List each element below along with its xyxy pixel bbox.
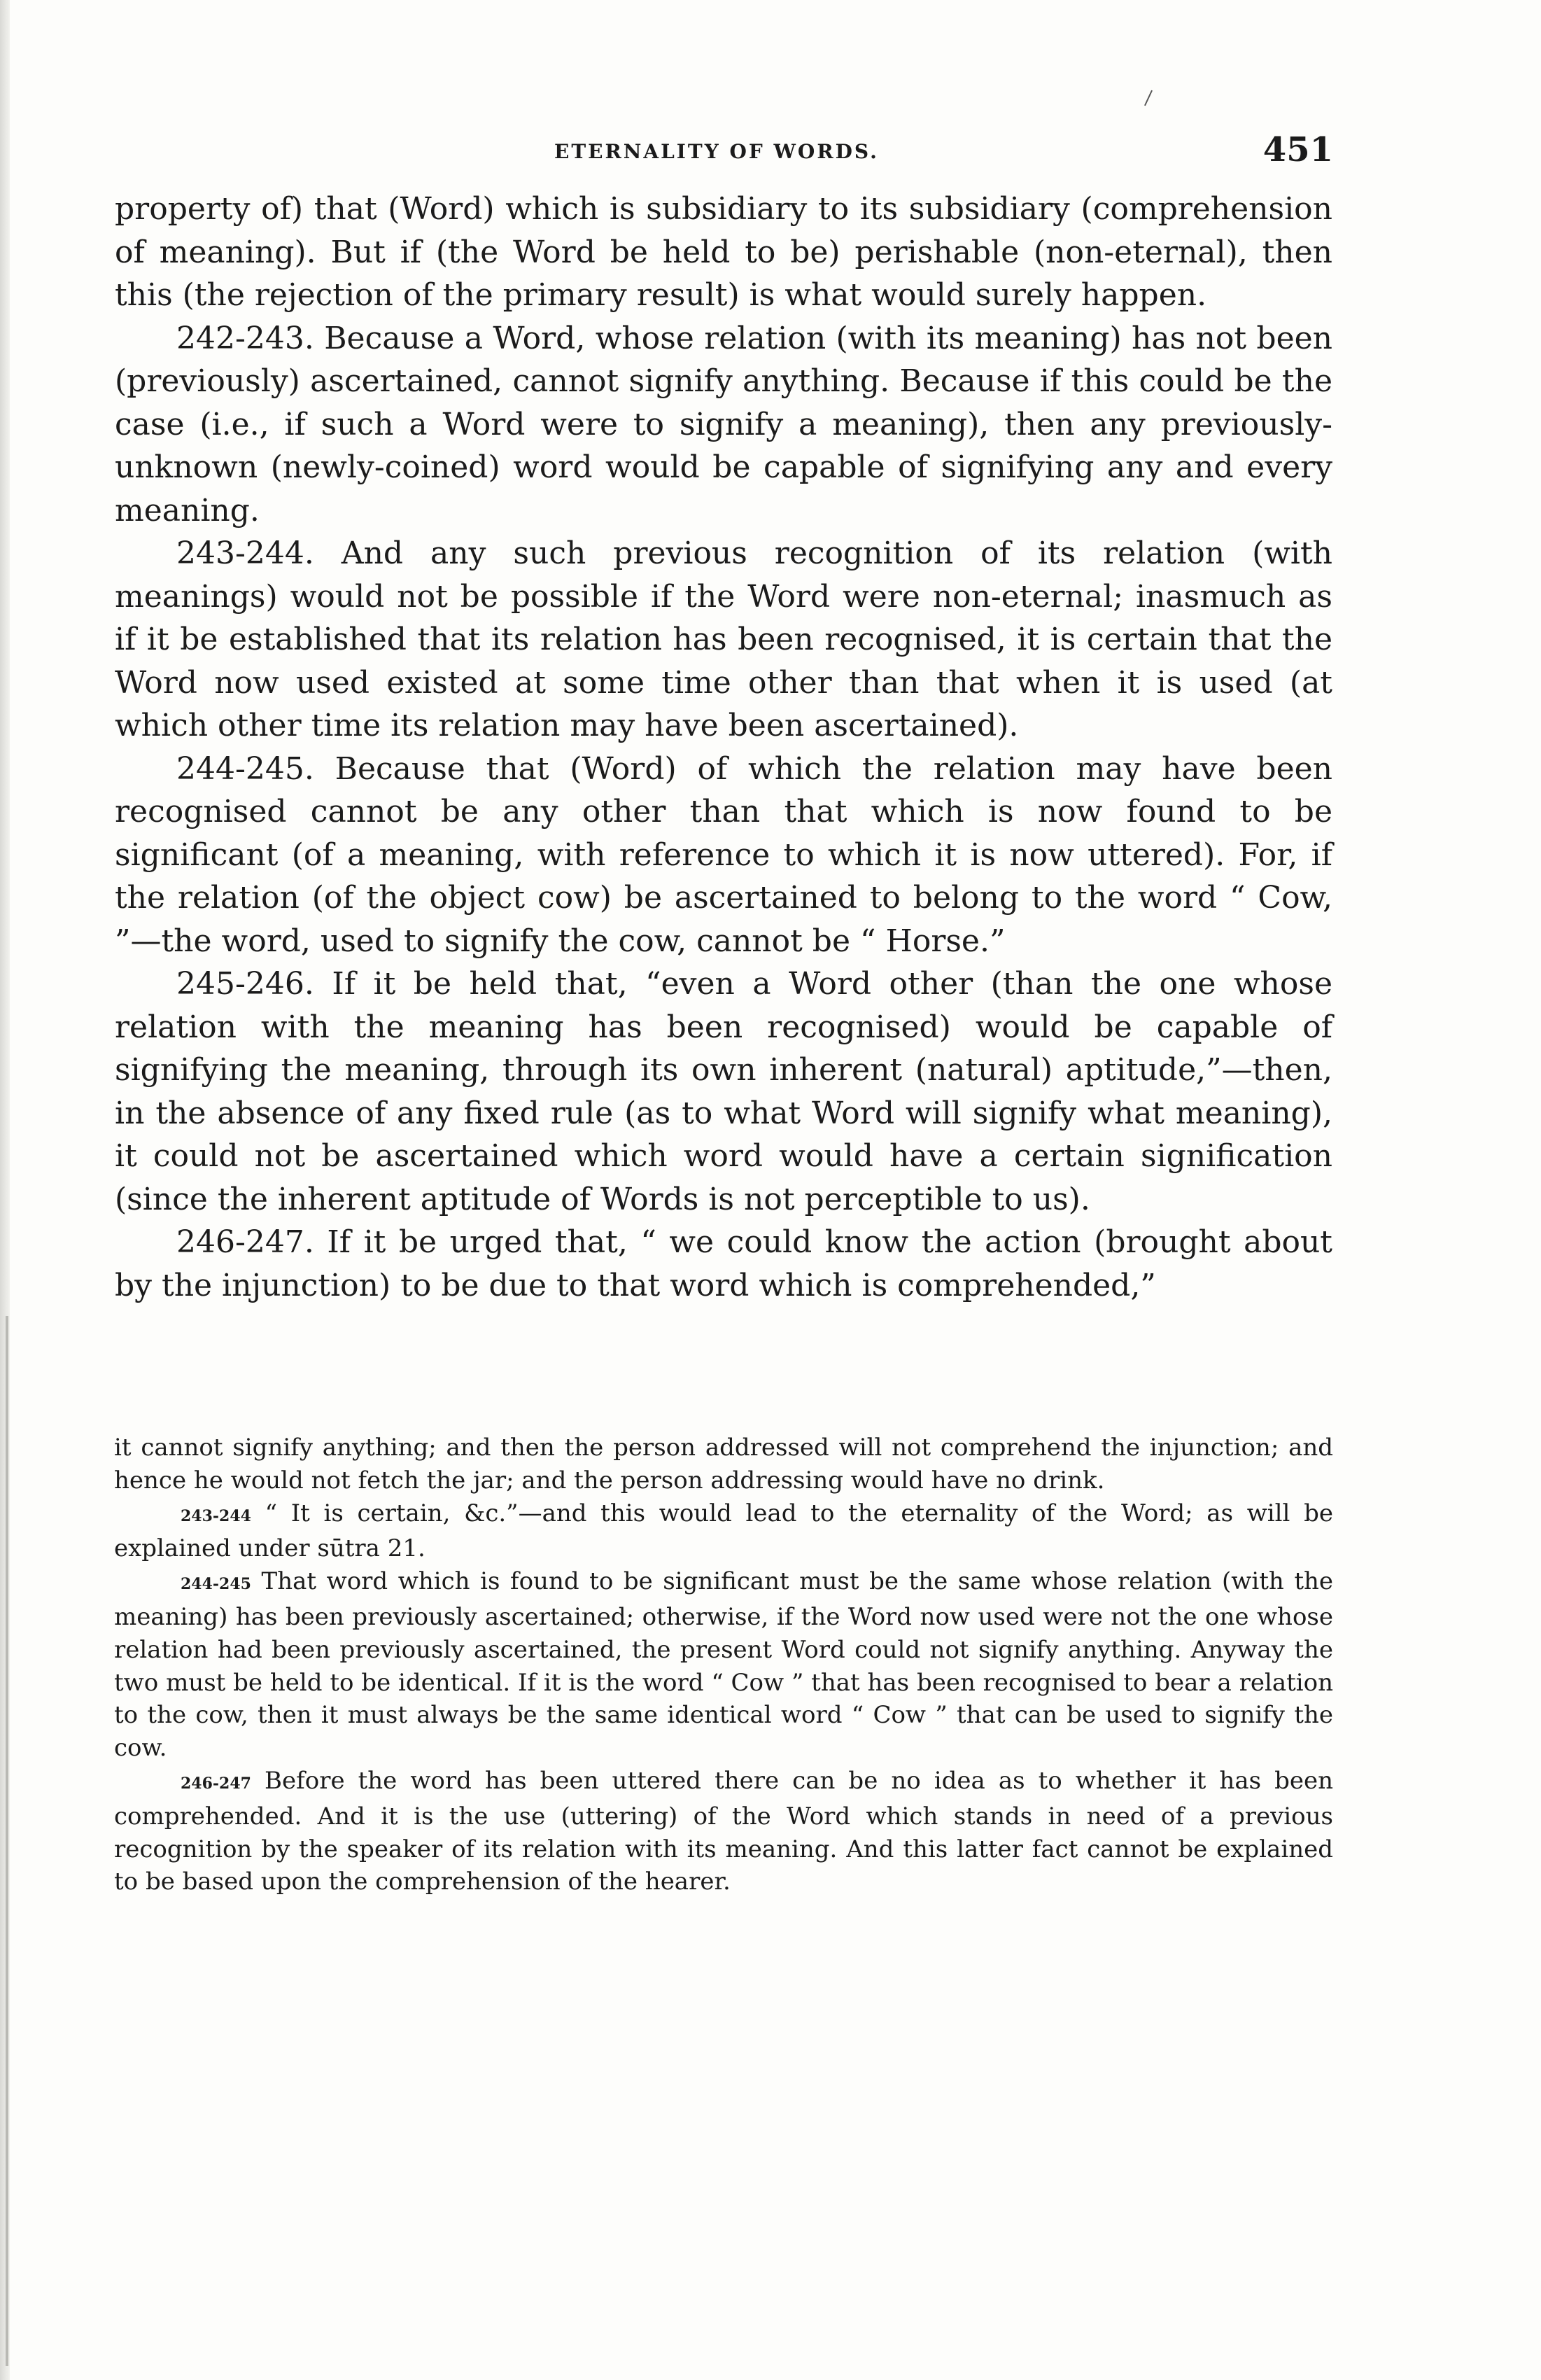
footnote [114,1497,1333,1566]
footnote-text: That word which is found to be significant must be the same whose relation (with the meaning) has been previously ascertained; otherwise, if the Word now used were not the one whose relation had been previously ascertained, the present Word could not signify anything. Anyway the two must be held to be identical. If it is the word “ Cow ” that has been recognised to bear a relation to the cow, then it must always be the same identical word “ Cow ” that can be used to signify the cow. [114,1567,1333,1763]
footnote [114,1765,1333,1898]
section-text: If it be held that, “even a Word other (than the one whose relation with the meaning has been recognised) would be capable of signifying the meaning, through its own inherent (natural) aptitude,”—then, in the absence of any fixed rule (as to what Word will signify what meaning), it could not be ascertained which word would have a certain signification (since the inherent aptitude of Words is not perceptible to us). [115,966,1332,1217]
stray-ink-mark [1144,90,1153,106]
main-text [115,188,1332,1307]
footnote-continuation: it cannot signify anything; and then the person addressed will not comprehend the injunction; and hence he would not fetch the jar; and the person addressing would have no drink. [114,1434,1333,1494]
section-paragraph [115,748,1332,963]
running-title: ETERNALITY OF WORDS. [554,140,879,163]
section-text: Because that (Word) of which the relation may have been recognised cannot be any other than that which is now found to be significant (of a meaning, with reference to which it is now uttered). For, if the relation (of the object cow) be ascertained to belong to the word “ Cow, ”—the word, used to signify the cow, cannot be “ Horse.” [115,750,1332,959]
section-number: 242-243. [176,320,314,356]
intro-paragraph: property of) that (Word) which is subsidiary to its subsidiary (comprehension of meaning). But if (the Word be held to be) perishable (non-eternal), then this (the rejection of the primary result) is what would surely happen. [115,191,1332,313]
section-text: Because a Word, whose relation (with its meaning) has not been (previously) ascertained, cannot signify anything. Because if this could be the case (i.e., if such a Word were to signify a meaning), then any previously-unknown (newly-coined) word would be capable of signifying any and every meaning. [115,320,1332,528]
page-header [119,130,1333,172]
section-number: 246-247. [176,1224,314,1260]
section-paragraph [115,1221,1332,1307]
section-number: 245-246. [176,966,314,1002]
footnote-number: 244-245 [181,1575,251,1594]
section-paragraph [115,532,1332,748]
footnote-number: 246-247 [181,1774,251,1793]
footnote-text: “ It is certain, &c.”—and this would lead to the eternality of the Word; as will be explained under sūtra 21. [114,1499,1333,1563]
footnotes [114,1432,1333,1898]
section-number: 243-244. [176,536,314,571]
footnote [114,1565,1333,1765]
section-text: And any such previous recognition of its relation (with meanings) would not be possible if the Word were non-eternal; inasmuch as if it be established that its relation has been recognised, it is certain that the Word now used existed at some time other than that when it is used (at which other time its relation may have been ascertained). [115,536,1332,743]
page-number: 451 [1262,130,1333,169]
binding-shadow [6,1316,8,2366]
section-text: If it be urged that, “ we could know the action (brought about by the injunction) to be due to that word which is comprehended,” [115,1224,1332,1303]
footnote-number: 243-244 [181,1506,251,1525]
footnote-text: Before the word has been uttered there can be no idea as to whether it has been comprehended. And it is the use (uttering) of the Word which stands in need of a previous recognition by the speaker of its relation with its meaning. And this latter fact cannot be explained to be based upon the comprehension of the hearer. [114,1766,1333,1896]
section-paragraph [115,317,1332,533]
section-number: 244-245. [176,750,314,787]
section-paragraph [115,962,1332,1221]
